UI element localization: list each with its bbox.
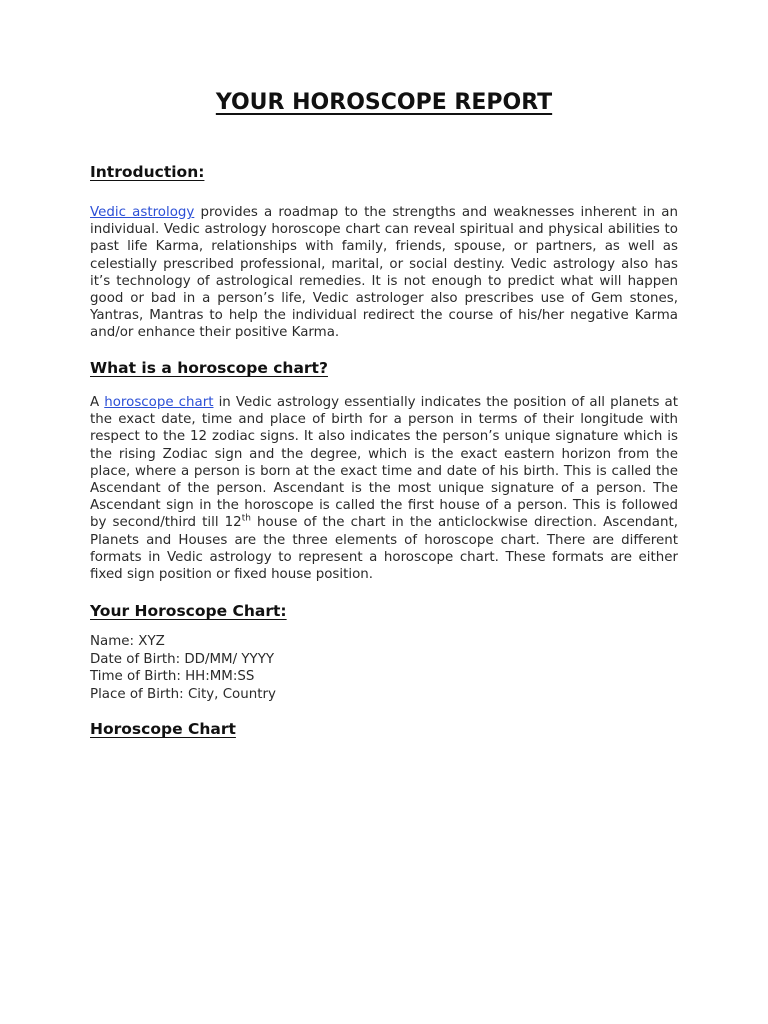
introduction-paragraph <box>90 204 678 342</box>
date-of-birth-line: Date of Birth: DD/MM/ YYYY <box>90 651 275 667</box>
horoscope-chart-body-part1: in Vedic astrology essentially indicates the position of all planets at the exact date, time and place of birth for a person in terms of their longitude with respect to the 12 zodiac signs. It also indicates the person’s unique signature which is the rising Zodiac sign and the degree, which is the exact eastern horizon from the place, where a person is born at the exact time and date of his birth. This is called the Ascendant of the person. Ascendant is the most unique signature of a person. The Ascendant sign in the horoscope is called the first house of a person. This is followed by second/third till 12 <box>90 395 679 531</box>
horoscope-chart-body-part2: house of the chart in the anticlockwise direction. Ascendant, Planets and Houses are the three elements of horoscope chart. There are different formats in Vedic astrology to represent a horoscope chart. These formats are either fixed sign position or fixed house position. <box>90 515 678 583</box>
horoscope-chart-link[interactable]: horoscope chart <box>104 395 214 410</box>
horoscope-chart-heading: Horoscope Chart <box>90 720 236 738</box>
ordinal-superscript: th <box>241 513 251 524</box>
birth-details <box>90 633 678 703</box>
horoscope-chart-prefix: A <box>90 395 105 410</box>
horoscope-chart-section <box>90 720 678 738</box>
page-title <box>0 90 768 115</box>
introduction-body: provides a roadmap to the strengths and weaknesses inherent in an individual. Vedic astrology horoscope chart can reveal spiritual and physical abilities to past life Karma, relationships with family, friends, spouse, or partners, as well as celestially prescribed professional, marital, or social destiny. Vedic astrology also has it’s technology of astrological remedies. It is not enough to predict what will happen good or bad in a person’s life, Vedic astrologer also prescribes use of Gem stones, Yantras, Mantras to help the individual redirect the course of his/her negative Karma and/or enhance their positive Karma. <box>90 205 678 341</box>
your-horoscope-chart-section <box>90 602 678 703</box>
introduction-heading: Introduction: <box>90 163 205 181</box>
name-line: Name: XYZ <box>90 634 165 649</box>
page-title-text: YOUR HOROSCOPE REPORT <box>215 90 553 115</box>
vedic-astrology-link[interactable]: Vedic astrology <box>90 205 195 220</box>
place-of-birth-line: Place of Birth: City, Country <box>90 686 276 702</box>
time-of-birth-line: Time of Birth: HH:MM:SS <box>90 669 255 685</box>
horoscope-chart-question-heading: What is a horoscope chart? <box>90 359 328 377</box>
your-horoscope-chart-heading: Your Horoscope Chart: <box>90 602 287 620</box>
introduction-section <box>90 163 678 342</box>
horoscope-chart-paragraph <box>90 394 678 583</box>
horoscope-chart-explainer-section <box>90 359 678 583</box>
